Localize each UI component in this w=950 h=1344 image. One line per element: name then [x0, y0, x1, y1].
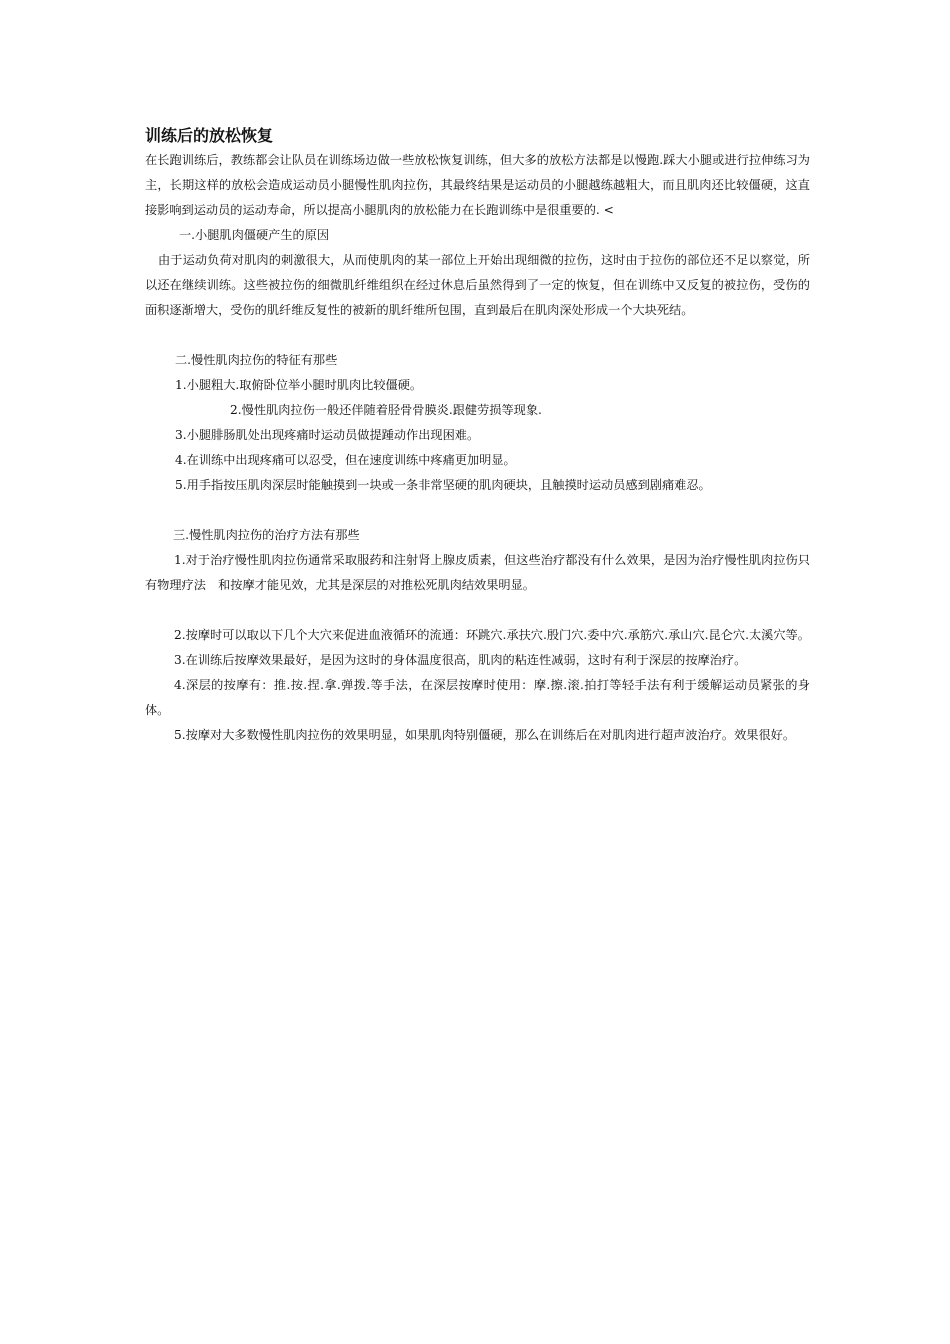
- section-2-item-5: 5.用手指按压肌肉深层时能触摸到一块或一条非常坚硬的肌肉硬块，且触摸时运动员感到剧痛难忍。: [175, 478, 711, 492]
- spacer: [145, 498, 810, 523]
- section-3-item-3: 3.在训练后按摩效果最好，是因为这时的身体温度很高，肌肉的粘连性减弱，这时有利于深层的按摩治疗。: [174, 653, 747, 667]
- spacer: [145, 598, 810, 623]
- section-3-item-1: 1.对于治疗慢性肌肉拉伤通常采取服药和注射肾上腺皮质素，但这些治疗都没有什么效果，是因为治疗慢性肌肉拉伤只有物理疗法 和按摩才能见效，尤其是深层的对推松死肌肉结效果明显。: [145, 553, 810, 592]
- document-page: [145, 124, 810, 748]
- document-title: 训练后的放松恢复: [145, 126, 274, 145]
- section-3-heading: 三.慢性肌肉拉伤的治疗方法有那些: [173, 528, 360, 542]
- spacer: [145, 323, 810, 348]
- section-2-item-2: 2.慢性肌肉拉伤一般还伴随着胫骨骨膜炎.跟健劳损等现象.: [230, 403, 542, 417]
- section-3-item-4: 4.深层的按摩有：推.按.捏.拿.弹拨.等手法，在深层按摩时使用：摩.擦.滚.拍打等轻手法有利于缓解运动员紧张的身体。: [145, 678, 810, 717]
- section-2-item-3: 3.小腿腓肠肌处出现疼痛时运动员做提踵动作出现困难。: [175, 428, 480, 442]
- section-2-heading: 二.慢性肌肉拉伤的特征有那些: [175, 353, 338, 367]
- section-2-item-4: 4.在训练中出现疼痛可以忍受，但在速度训练中疼痛更加明显。: [175, 453, 516, 467]
- section-1-body: 由于运动负荷对肌肉的刺激很大，从而使肌肉的某一部位上开始出现细微的拉伤，这时由于拉伤的部位还不足以察觉，所以还在继续训练。这些被拉伤的细微肌纤维组织在经过休息后虽然得到了一定的恢复，但在训练中又反复的被拉伤，受伤的面积逐渐增大，受伤的肌纤维反复性的被新的肌纤维所包围，直到最后在肌肉深处形成一个大块死结。: [145, 253, 810, 317]
- section-1-heading: 一.小腿肌肉僵硬产生的原因: [179, 228, 330, 242]
- section-3-item-5: 5.按摩对大多数慢性肌肉拉伤的效果明显，如果肌肉特别僵硬，那么在训练后在对肌肉进行超声波治疗。效果很好。: [174, 728, 796, 742]
- intro-paragraph: 在长跑训练后，教练都会让队员在训练场边做一些放松恢复训练，但大多的放松方法都是以慢跑.踩大小腿或进行拉伸练习为主，长期这样的放松会造成运动员小腿慢性肌肉拉伤，其最终结果是运动员的小腿越练越粗大，而且肌肉还比较僵硬，这直接影响到运动员的运动寿命，所以提高小腿肌肉的放松能力在长跑训练中是很重要的. <: [145, 153, 810, 217]
- section-2-item-1: 1.小腿粗大.取俯卧位举小腿时肌肉比较僵硬。: [175, 378, 423, 392]
- section-3-item-2: 2.按摩时可以取以下几个大穴来促进血液循环的流通：环跳穴.承扶穴.殷门穴.委中穴.承筋穴.承山穴.昆仑穴.太溪穴等。: [174, 628, 810, 642]
